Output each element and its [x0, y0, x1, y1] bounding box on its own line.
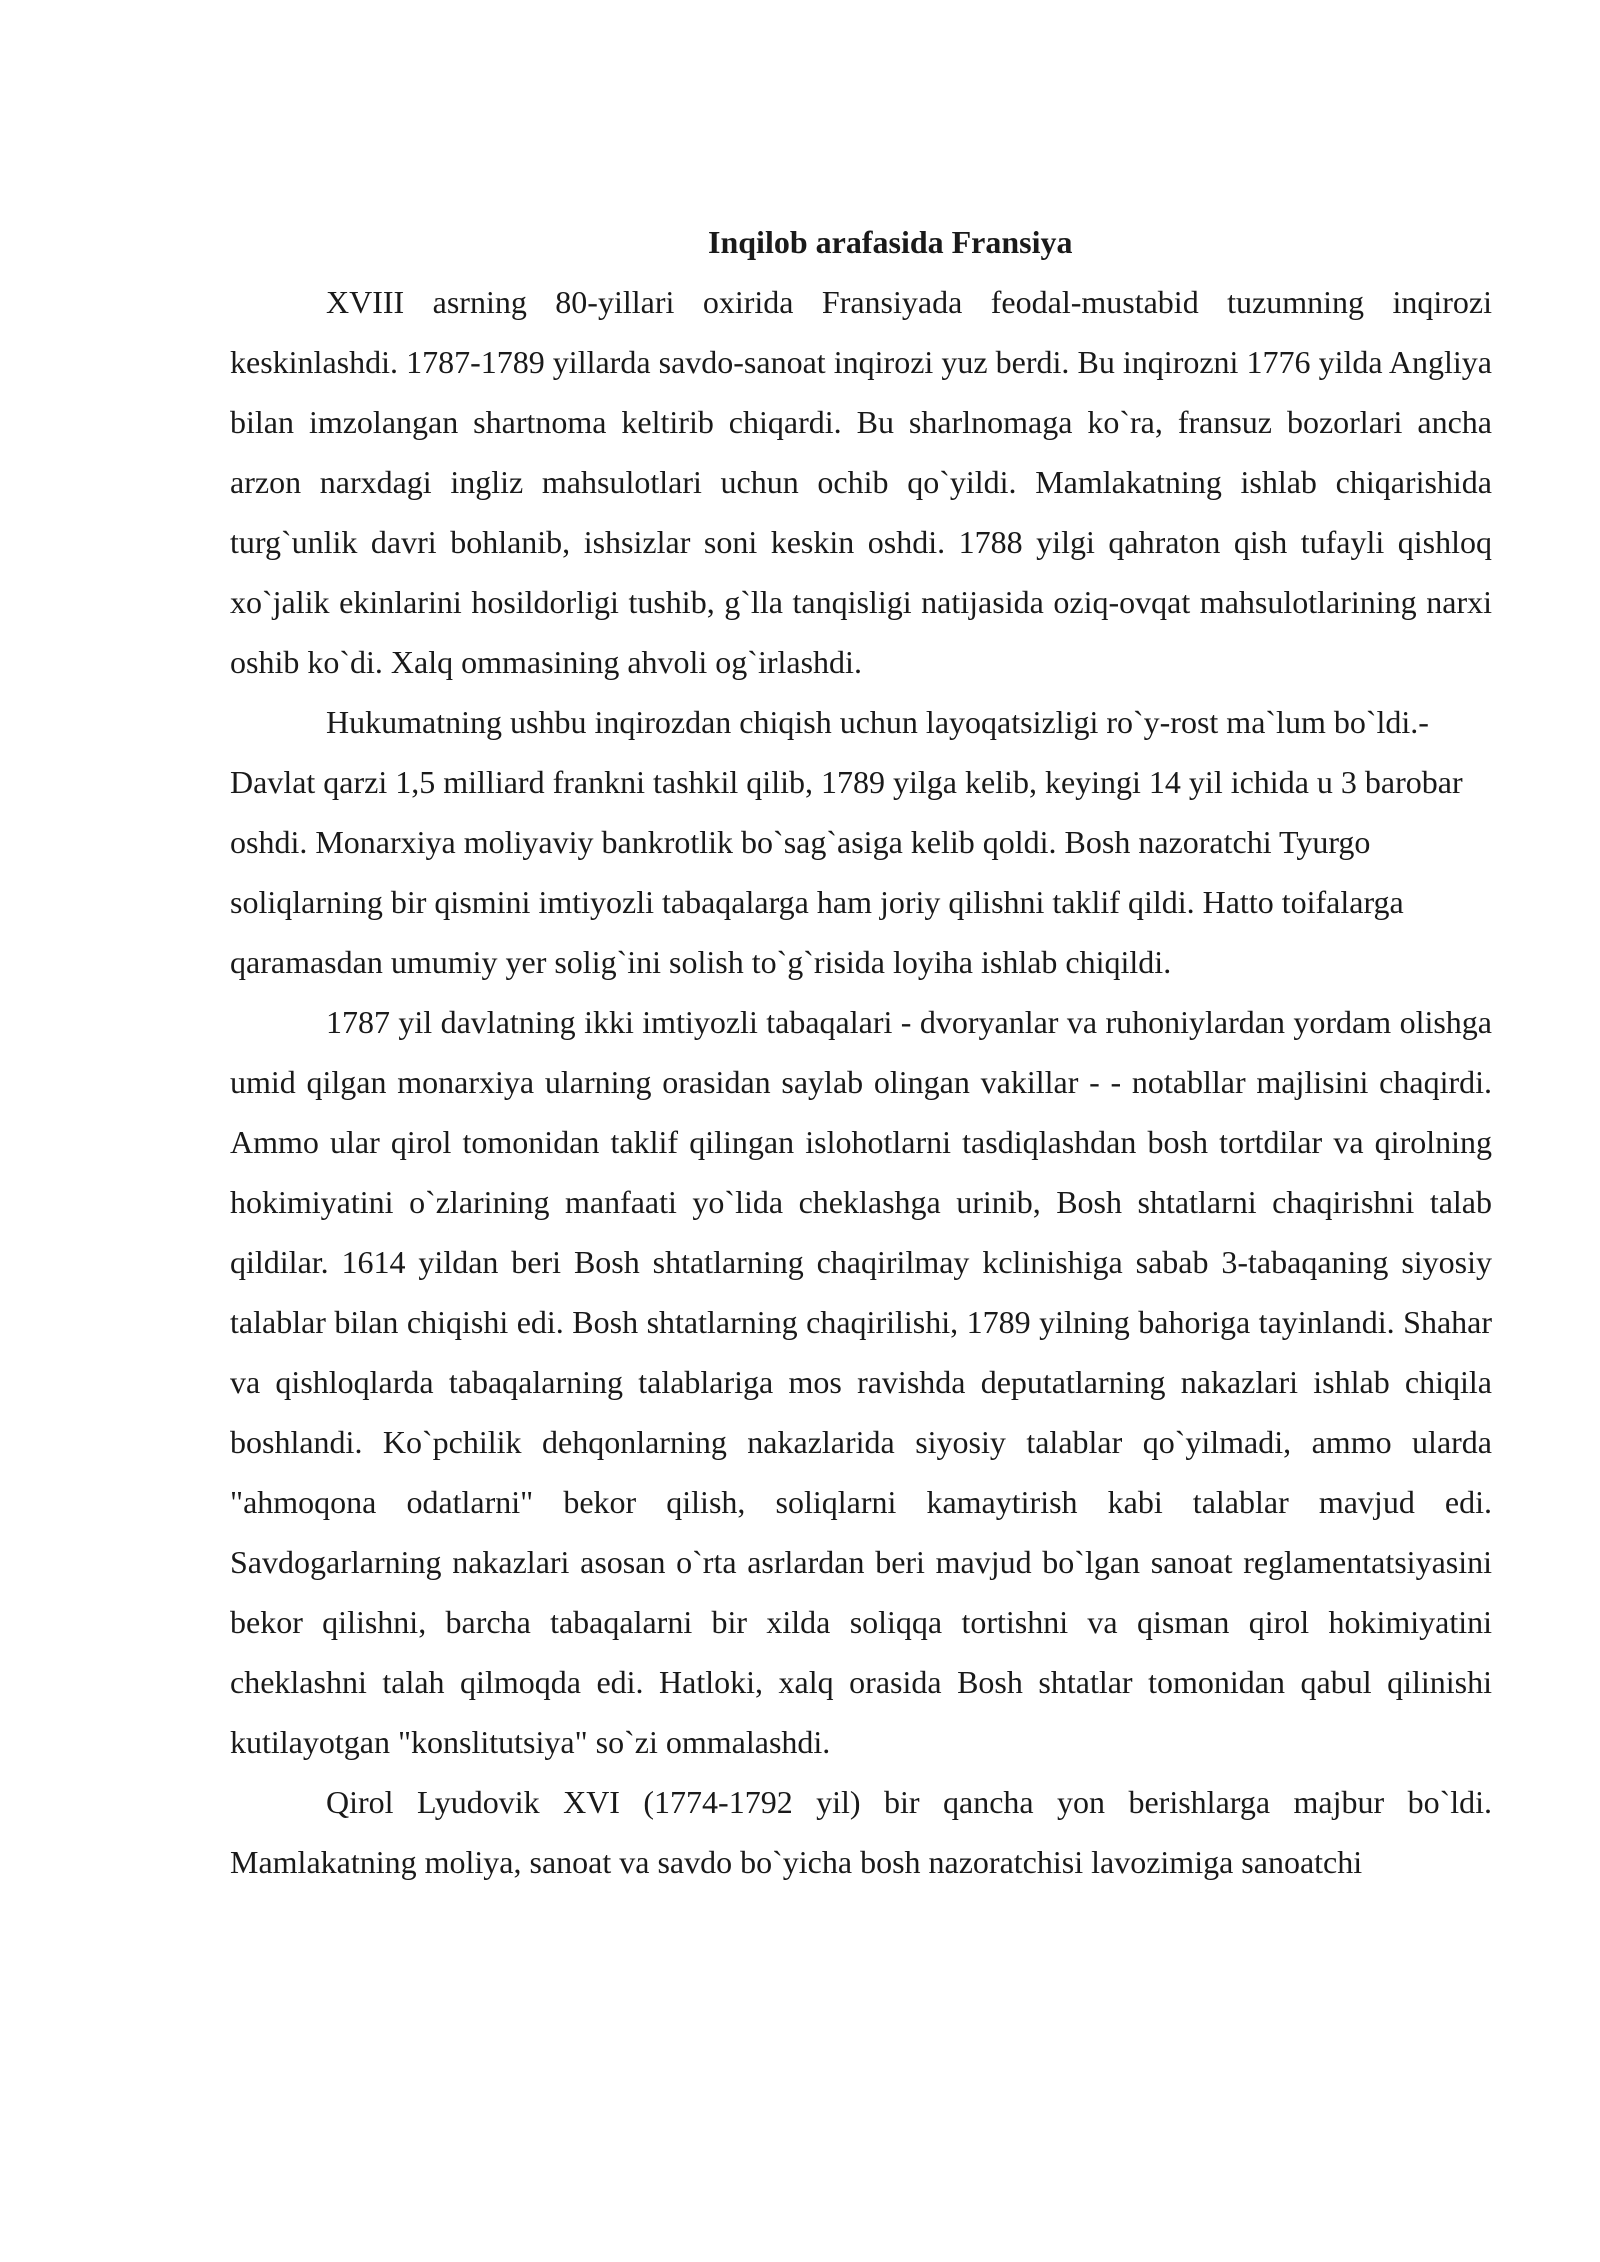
- paragraph-3: 1787 yil davlatning ikki imtiyozli tabaqalari - dvoryanlar va ruhoniylardan yordam olishga umid qilgan monarxiya ularning orasidan saylab olingan vakillar - - notabllar majlisini chaqirdi. Ammo ular qirol tomonidan taklif qilingan islohotlarni tasdiqlashdan bosh tortdilar va qirolning hokimiyatini o`zlarining manfaati yo`lida cheklashga urinib, Bosh shtatlarni chaqirishni talab qildilar. 1614 yildan beri Bosh shtatlarning chaqirilmay kclinishiga sabab 3-tabaqaning siyosiy talablar bilan chiqishi edi. Bosh shtatlarning chaqirilishi, 1789 yilning bahoriga tayinlandi. Shahar va qishloqlarda tabaqalarning talablariga mos ravishda deputatlarning nakazlari ishlab chiqila boshlandi. Ko`pchilik dehqonlarning nakazlarida siyosiy talablar qo`yilmadi, ammo ularda "ahmoqona odatlarni" bekor qilish, soliqlarni kamaytirish kabi talablar mavjud edi. Savdogarlarning nakazlari asosan o`rta asrlardan beri mavjud bo`lgan sanoat reglamentatsiyasini bekor qilishni, barcha tabaqalarni bir xilda soliqqa tortishni va qisman qirol hokimiyatini cheklashni talah qilmoqda edi. Hatloki, xalq orasida Bosh shtatlar tomonidan qabul qilinishi kutilayotgan "konslitutsiya" so`zi ommalashdi.: [230, 1004, 1492, 1760]
- paragraph-1: XVIII asrning 80-yillari oxirida Fransiyada feodal-mustabid tuzumning inqirozi keskinlashdi. 1787-1789 yillarda savdo-sanoat inqirozi yuz berdi. Bu inqirozni 1776 yilda Angliya bilan imzolangan shartnoma keltirib chiqardi. Bu sharlnomaga ko`ra, fransuz bozorlari ancha arzon narxdagi ingliz mahsulotlari uchun ochib qo`yildi. Mamlakatning ishlab chiqarishida turg`unlik davri bohlanib, ishsizlar soni keskin oshdi. 1788 yilgi qahraton qish tufayli qishloq xo`jalik ekinlarini hosildorligi tushib, g`lla tanqisligi natijasida oziq-ovqat mahsulotlarining narxi oshib ko`di. Xalq ommasining ahvoli og`irlashdi.: [230, 284, 1492, 680]
- paragraph-4: Qirol Lyudovik XVI (1774-1792 yil) bir qancha yon berishlarga majbur bo`ldi. Mamlakatning moliya, sanoat va savdo bo`yicha bosh nazoratchisi lavozimiga sanoatchi: [230, 1784, 1492, 1880]
- document-title: Inqilob arafasida Fransiya: [708, 224, 1073, 260]
- paragraph-2: Hukumatning ushbu inqirozdan chiqish uchun layoqatsizligi ro`y-rost ma`lum bo`ldi.-Davlat qarzi 1,5 milliard frankni tashkil qilib, 1789 yilga kelib, keyingi 14 yil ichida u 3 barobar oshdi. Monarxiya moliyaviy bankrotlik bo`sag`asiga kelib qoldi. Bosh nazoratchi Tyurgo soliqlarning bir qismini imtiyozli tabaqalarga ham joriy qilishni taklif qildi. Hatto toifalarga qaramasdan umumiy yer solig`ini solish to`g`risida loyiha ishlab chiqildi.: [230, 704, 1463, 980]
- document-body: [230, 212, 1492, 1892]
